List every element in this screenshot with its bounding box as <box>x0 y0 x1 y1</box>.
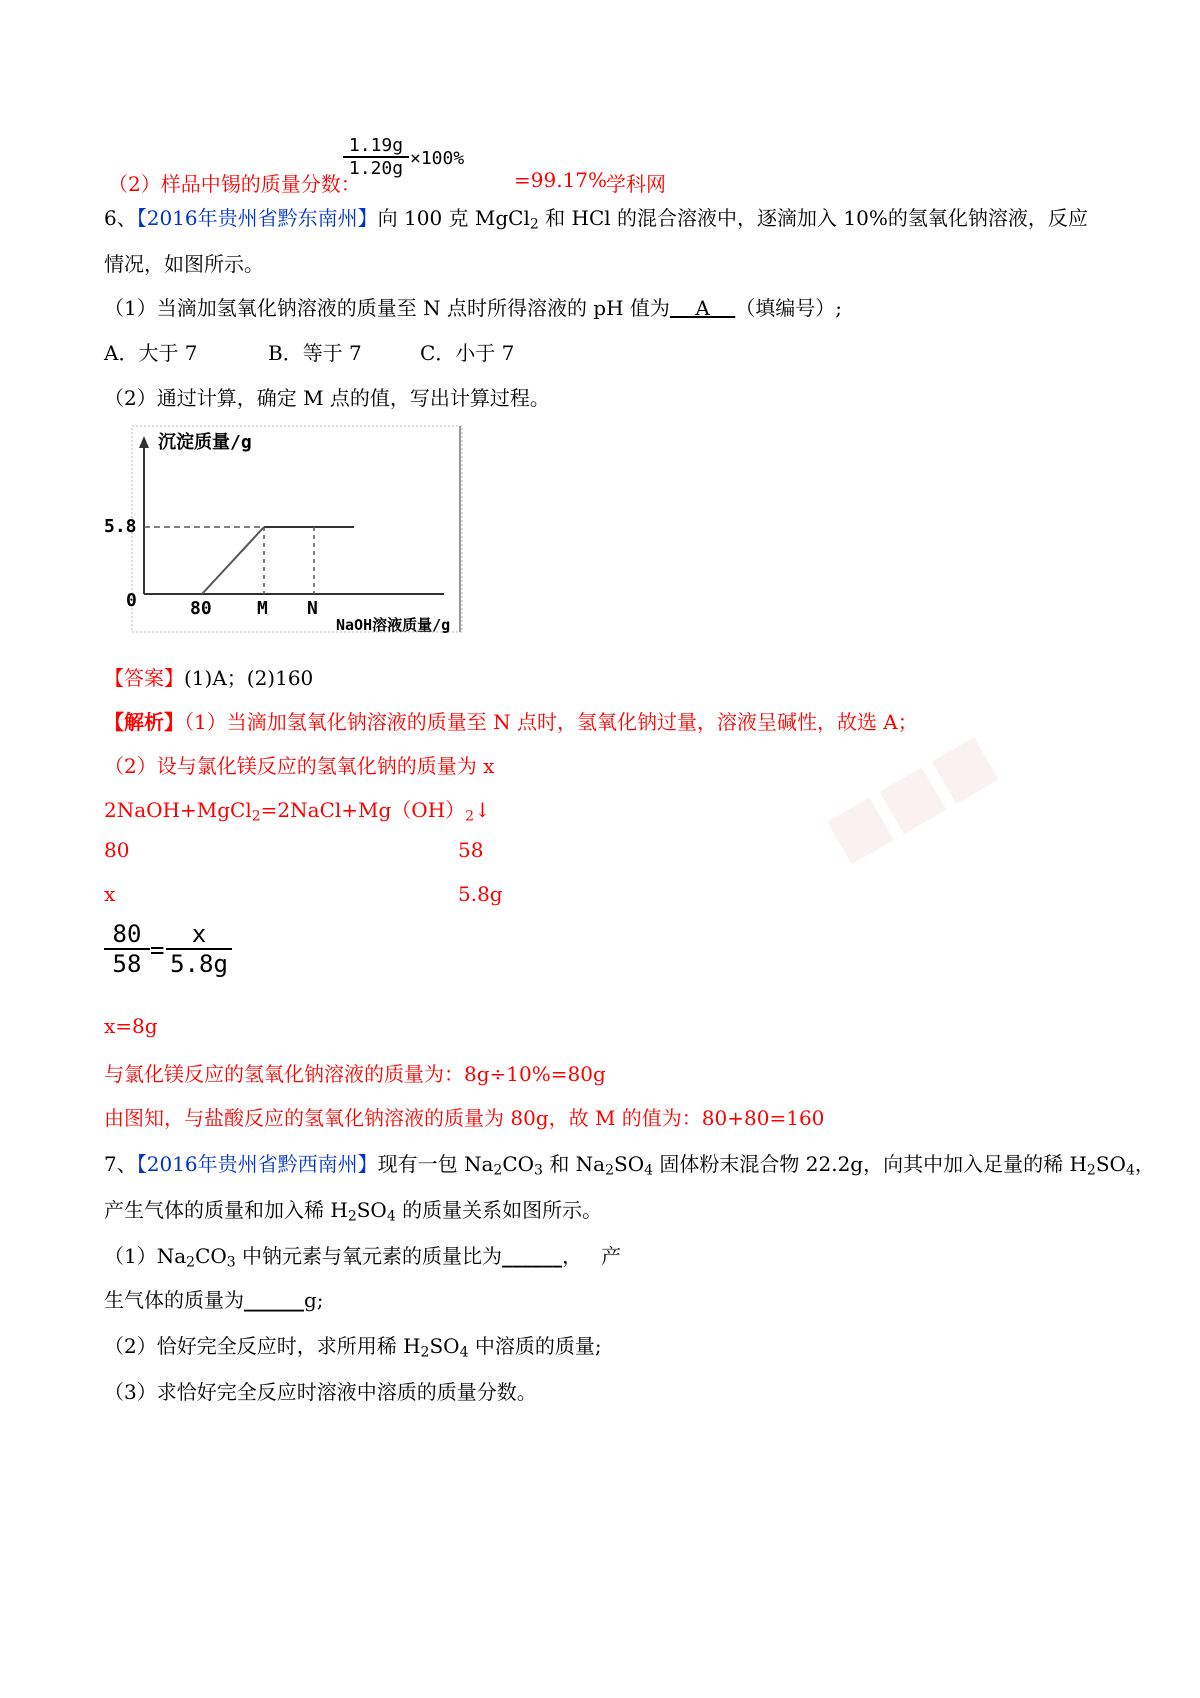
q6-analysis-1: 【解析】（1）当滴加氢氧化钠溶液的质量至 N 点时，氢氧化钠过量，溶液呈碱性，故选 A； <box>104 710 918 734</box>
watermark: ■■■ <box>813 719 1008 875</box>
q7-sub1: $(1)Na_2CO_3$ 中钠元素与氧元素的质量比为______， 产 <box>104 1244 622 1271</box>
q7-gas-blank: ______ <box>244 1288 304 1312</box>
prev-answer-label: （2）样品中锡的质量分数： <box>108 172 361 196</box>
graph-ytick-5-8: 5.8 <box>104 516 137 537</box>
q6-stem-line2: 情况，如图所示。 <box>104 252 264 276</box>
q6-sub1: （1）当滴加氢氧化钠溶液的质量至 N 点时所得溶液的 pH 值为 A （填编号）; <box>104 296 842 320</box>
q7-stem-line2: 产生气体的质量和加入稀 $H_2SO_4$ 的质量关系如图所示。 <box>104 1198 603 1225</box>
q6-graph <box>104 422 468 640</box>
answer-text: (1)A；(2)160 <box>184 666 314 690</box>
answer-tag: 【答案】 <box>104 666 184 690</box>
q6-graph-svg <box>104 422 468 640</box>
y-axis-arrow <box>139 436 149 448</box>
graph-origin: 0 <box>126 590 137 611</box>
prev-answer-result: =99.17% <box>514 168 608 192</box>
q6-line-mgcl: 与氯化镁反应的氢氧化钠溶液的质量为：8g÷10%=80g <box>104 1062 606 1086</box>
precipitation-rise <box>202 527 264 594</box>
q6-source-tag: 【2016年贵州省黔东南州】 <box>136 206 378 230</box>
fraction-numerator: 1.19g <box>343 135 409 158</box>
q6-stem-line1: 6、【2016年贵州省黔东南州】向 100 克 MgCl$_2$ 和 HCl 的混合溶液中，逐滴加入 10%的氢氧化钠溶液，反应 <box>104 206 1088 233</box>
analysis-tag: 【解析】 <box>104 710 184 734</box>
q6-ratio-right-1: 58 <box>458 838 484 862</box>
q7-sub2: （2）恰好完全反应时，求所用稀 $H_2SO_4$ 中溶质的质量; <box>104 1334 602 1361</box>
q6-answer <box>104 662 313 691</box>
q6-sub1-blank: A <box>669 296 736 320</box>
q7-sub1-blank: ______ <box>502 1244 563 1268</box>
graph-ylabel: 沉淀质量/g <box>158 432 252 453</box>
q7-sub3: （3）求恰好完全反应时溶液中溶质的质量分数。 <box>104 1380 537 1404</box>
q6-equation: $2NaOH+MgCl_2=2NaCl+Mg(OH)_2↓$ <box>104 798 491 825</box>
q6-fraction-left: $\frac{80}{58}$ <box>104 920 150 978</box>
q7-number: 7、 <box>104 1152 137 1176</box>
q6-fraction-equals: = <box>150 936 165 964</box>
prev-answer-fraction <box>343 135 409 179</box>
q6-ratio-left-1: 80 <box>104 838 130 862</box>
graph-xlabel: NaOH溶液质量/g <box>336 616 451 634</box>
q6-fraction-right: $\frac{x}{5.8g}$ <box>166 920 232 978</box>
q6-option-a: A．大于 7 <box>104 341 198 365</box>
q6-analysis-2: （2）设与氯化镁反应的氢氧化钠的质量为 x <box>104 754 495 778</box>
q7-stem-line1: 7、【2016年贵州省黔西南州】现有一包 $Na_2CO_3$ 和 $Na_2SO_4$ 固体粉末混合物 22.2g，向其中加入足量的稀 $H_2SO_4$， <box>104 1152 1155 1179</box>
q6-result-x: x=8g <box>104 1014 158 1038</box>
q6-option-c: C．小于 7 <box>420 341 515 365</box>
prev-answer-multiplier: ×100% <box>410 148 465 169</box>
q7-source-tag: 【2016年贵州省黔西南州】 <box>136 1152 378 1176</box>
graph-xtick-m: M <box>257 598 268 619</box>
q6-ratio-right-2: 5.8g <box>458 882 503 906</box>
graph-frame <box>132 426 462 632</box>
graph-xtick-n: N <box>307 598 318 619</box>
graph-xtick-80: 80 <box>190 598 212 619</box>
q7-sub1-line2: 生气体的质量为______g; <box>104 1288 324 1312</box>
q6-number: 6、 <box>104 206 137 230</box>
fraction-denominator: 1.20g <box>348 158 404 179</box>
q6-sub2: （2）通过计算，确定 M 点的值，写出计算过程。 <box>104 386 550 410</box>
q6-option-b: B．等于 7 <box>268 341 362 365</box>
q6-line-hcl: 由图知，与盐酸反应的氢氧化钠溶液的质量为 80g，故 M 的值为：80+80=160 <box>104 1106 825 1130</box>
prev-answer-source: 学科网 <box>606 172 666 196</box>
q6-ratio-left-2: x <box>104 882 116 906</box>
